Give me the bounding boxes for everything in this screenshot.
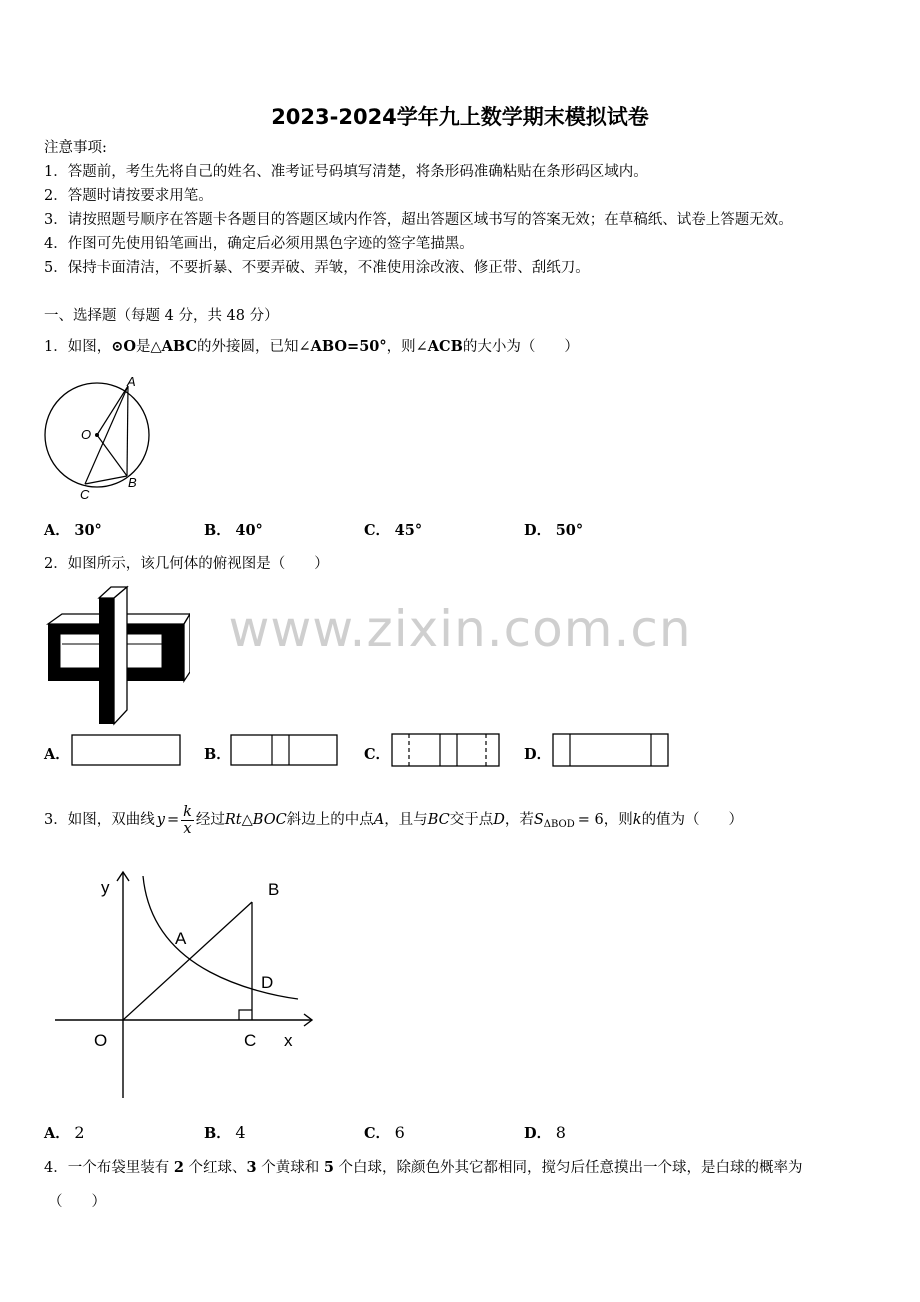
- section-heading: 一、选择题（每题 4 分，共 48 分）: [44, 308, 279, 324]
- notice-heading: 注意事项:: [44, 140, 107, 156]
- notice-item: 4．作图可先使用铅笔画出，确定后必须用黑色字迹的签字笔描黑。: [44, 236, 474, 252]
- q1-label-a: A: [127, 374, 136, 389]
- q2-option-a-label[interactable]: A．: [44, 746, 70, 763]
- q2-option-d-figure[interactable]: [552, 733, 670, 768]
- notice-item: 2．答题时请按要求用笔。: [44, 188, 213, 204]
- question-3-text: 3． 如图，双曲线 y = $\frac{k}{x}$ 经过 Rt△BOC 斜边上的中点 A ，且与 BC 交于点 D ，若 S ΔBOD = 6 ，则 k 的值为（ ）: [44, 803, 744, 837]
- q2-option-b-label[interactable]: B．: [204, 746, 231, 763]
- q3-option-a[interactable]: A． 2: [44, 1123, 85, 1142]
- question-4-text: 4．一个布袋里装有 2 个红球、3 个黄球和 5 个白球，除颜色外其它都相同，搅匀后任意摸出一个球，是白球的概率为: [44, 1159, 803, 1176]
- q3-label-d: D: [261, 973, 274, 992]
- q1-option-c[interactable]: C． 45°: [364, 522, 423, 539]
- q2-option-a-figure[interactable]: [71, 734, 182, 767]
- question-2-text: 2．如图所示，该几何体的俯视图是（ ）: [44, 556, 329, 572]
- q1-label-c: C: [80, 487, 90, 502]
- q3-graph-figure: [50, 868, 320, 1100]
- watermark: www.zixin.com.cn: [228, 600, 692, 658]
- q1-option-a[interactable]: A． 30°: [44, 522, 102, 539]
- page-title: 2023-2024学年九上数学期末模拟试卷: [271, 105, 649, 129]
- q3-label-a: A: [175, 929, 187, 948]
- question-1-text: 1．如图，⊙O是△ABC的外接圆，已知∠ABO=50°，则∠ACB的大小为（ ）: [44, 338, 579, 355]
- q3-label-b: B: [268, 880, 280, 899]
- q1-label-o: O: [81, 427, 92, 442]
- q3-label-o: O: [94, 1031, 108, 1050]
- q1-option-b[interactable]: B． 40°: [204, 522, 263, 539]
- q3-option-b[interactable]: B． 4: [204, 1123, 246, 1142]
- q3-label-y: y: [101, 878, 110, 897]
- q3-label-x: x: [284, 1031, 293, 1050]
- notice-item: 1．答题前，考生先将自己的姓名、准考证号码填写清楚，将条形码准确粘贴在条形码区域内。: [44, 164, 648, 180]
- notice-item: 3．请按照题号顺序在答题卡各题目的答题区域内作答，超出答题区域书写的答案无效；在草稿纸、试卷上答题无效。: [44, 212, 793, 228]
- q3-option-c[interactable]: C． 6: [364, 1123, 405, 1142]
- notice-item: 5．保持卡面清洁，不要折暴、不要弄破、弄皱，不准使用涂改液、修正带、刮纸刀。: [44, 260, 590, 276]
- q2-option-c-figure[interactable]: [391, 733, 501, 768]
- q1-label-b: B: [128, 475, 137, 490]
- q1-option-d[interactable]: D． 50°: [524, 522, 584, 539]
- q2-option-c-label[interactable]: C．: [364, 746, 391, 763]
- q3-option-d[interactable]: D． 8: [524, 1123, 566, 1142]
- q2-option-b-figure[interactable]: [230, 734, 339, 767]
- q2-option-d-label[interactable]: D．: [524, 746, 552, 763]
- question-4-blank: （ ）: [48, 1194, 106, 1210]
- q1-circle-figure: [40, 372, 160, 504]
- q3-label-c: C: [244, 1031, 257, 1050]
